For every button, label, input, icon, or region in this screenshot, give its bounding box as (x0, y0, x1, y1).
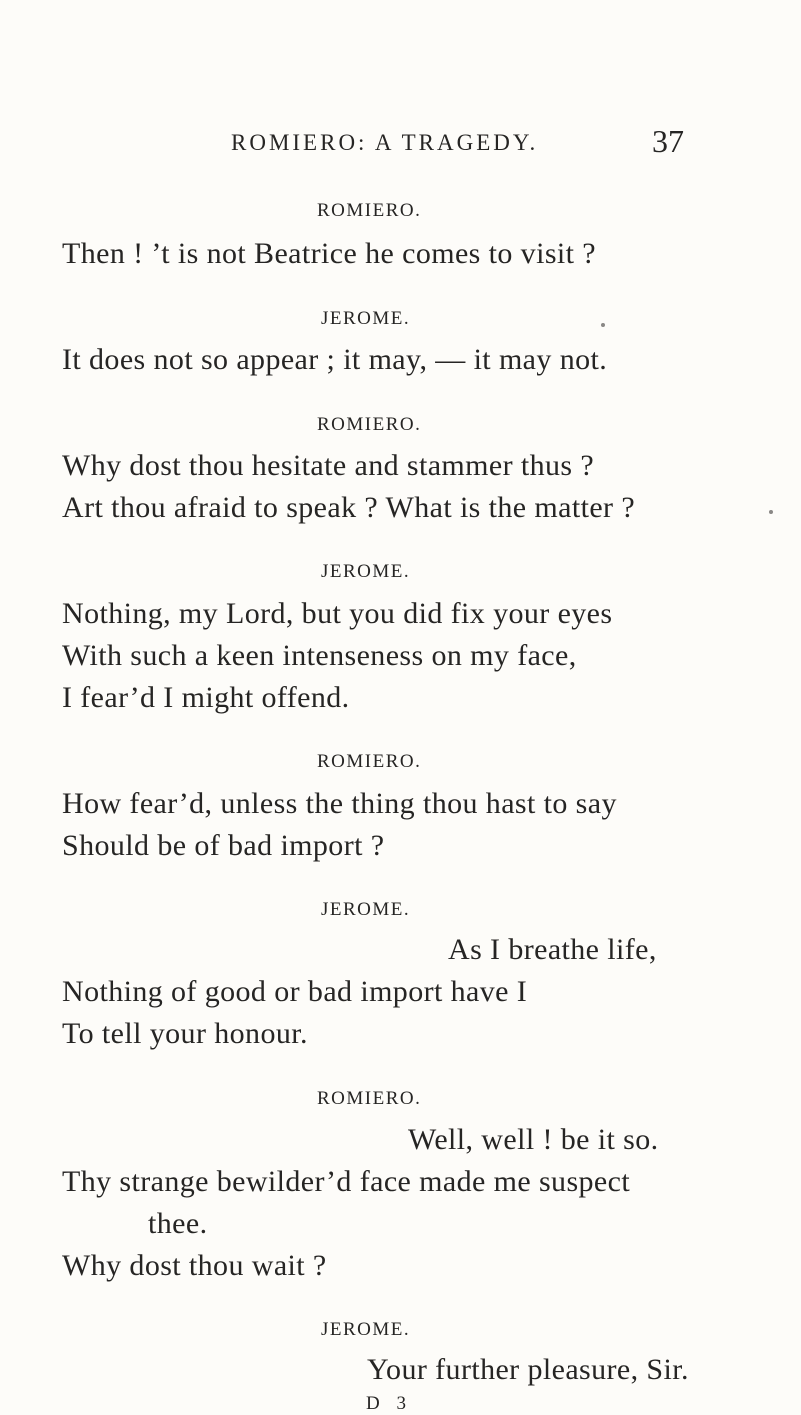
verse-line: Why dost thou hesitate and stammer thus ? (62, 449, 595, 482)
speaker-name: JEROME. (321, 1319, 411, 1340)
verse-line: I fear’d I might offend. (62, 681, 350, 714)
speaker-name: ROMIERO. (317, 200, 422, 221)
verse-line: Thy strange bewilder’d face made me suspect (62, 1165, 631, 1198)
ink-speck (769, 510, 773, 514)
verse-line: As I breathe life, (448, 933, 657, 966)
verse-line: Nothing, my Lord, but you did fix your eyes (62, 597, 613, 630)
speaker-name: JEROME. (321, 308, 411, 329)
speaker-name: ROMIERO. (317, 751, 422, 772)
verse-line: With such a keen intenseness on my face, (62, 639, 577, 672)
verse-line: Well, well ! be it so. (408, 1123, 659, 1156)
signature-mark: D 3 (366, 1393, 412, 1414)
verse-line: Nothing of good or bad import have I (62, 975, 528, 1008)
speaker-name: JEROME. (321, 899, 411, 920)
verse-line: Your further pleasure, Sir. (367, 1353, 689, 1386)
verse-line: How fear’d, unless the thing thou hast to say (62, 787, 617, 820)
speaker-name: ROMIERO. (317, 1088, 422, 1109)
verse-line: Should be of bad import ? (62, 829, 385, 862)
verse-line: Art thou afraid to speak ? What is the matter ? (62, 491, 636, 524)
verse-line: thee. (148, 1207, 208, 1240)
ink-speck (601, 323, 605, 327)
verse-line: To tell your honour. (62, 1017, 308, 1050)
verse-line: Then ! ’t is not Beatrice he comes to visit ? (62, 237, 596, 270)
page-number: 37 (652, 123, 684, 159)
running-head: ROMIERO: A TRAGEDY. (231, 130, 539, 155)
speaker-name: JEROME. (321, 561, 411, 582)
verse-line: Why dost thou wait ? (62, 1249, 327, 1282)
speaker-name: ROMIERO. (317, 414, 422, 435)
verse-line: It does not so appear ; it may, — it may not. (62, 343, 608, 376)
